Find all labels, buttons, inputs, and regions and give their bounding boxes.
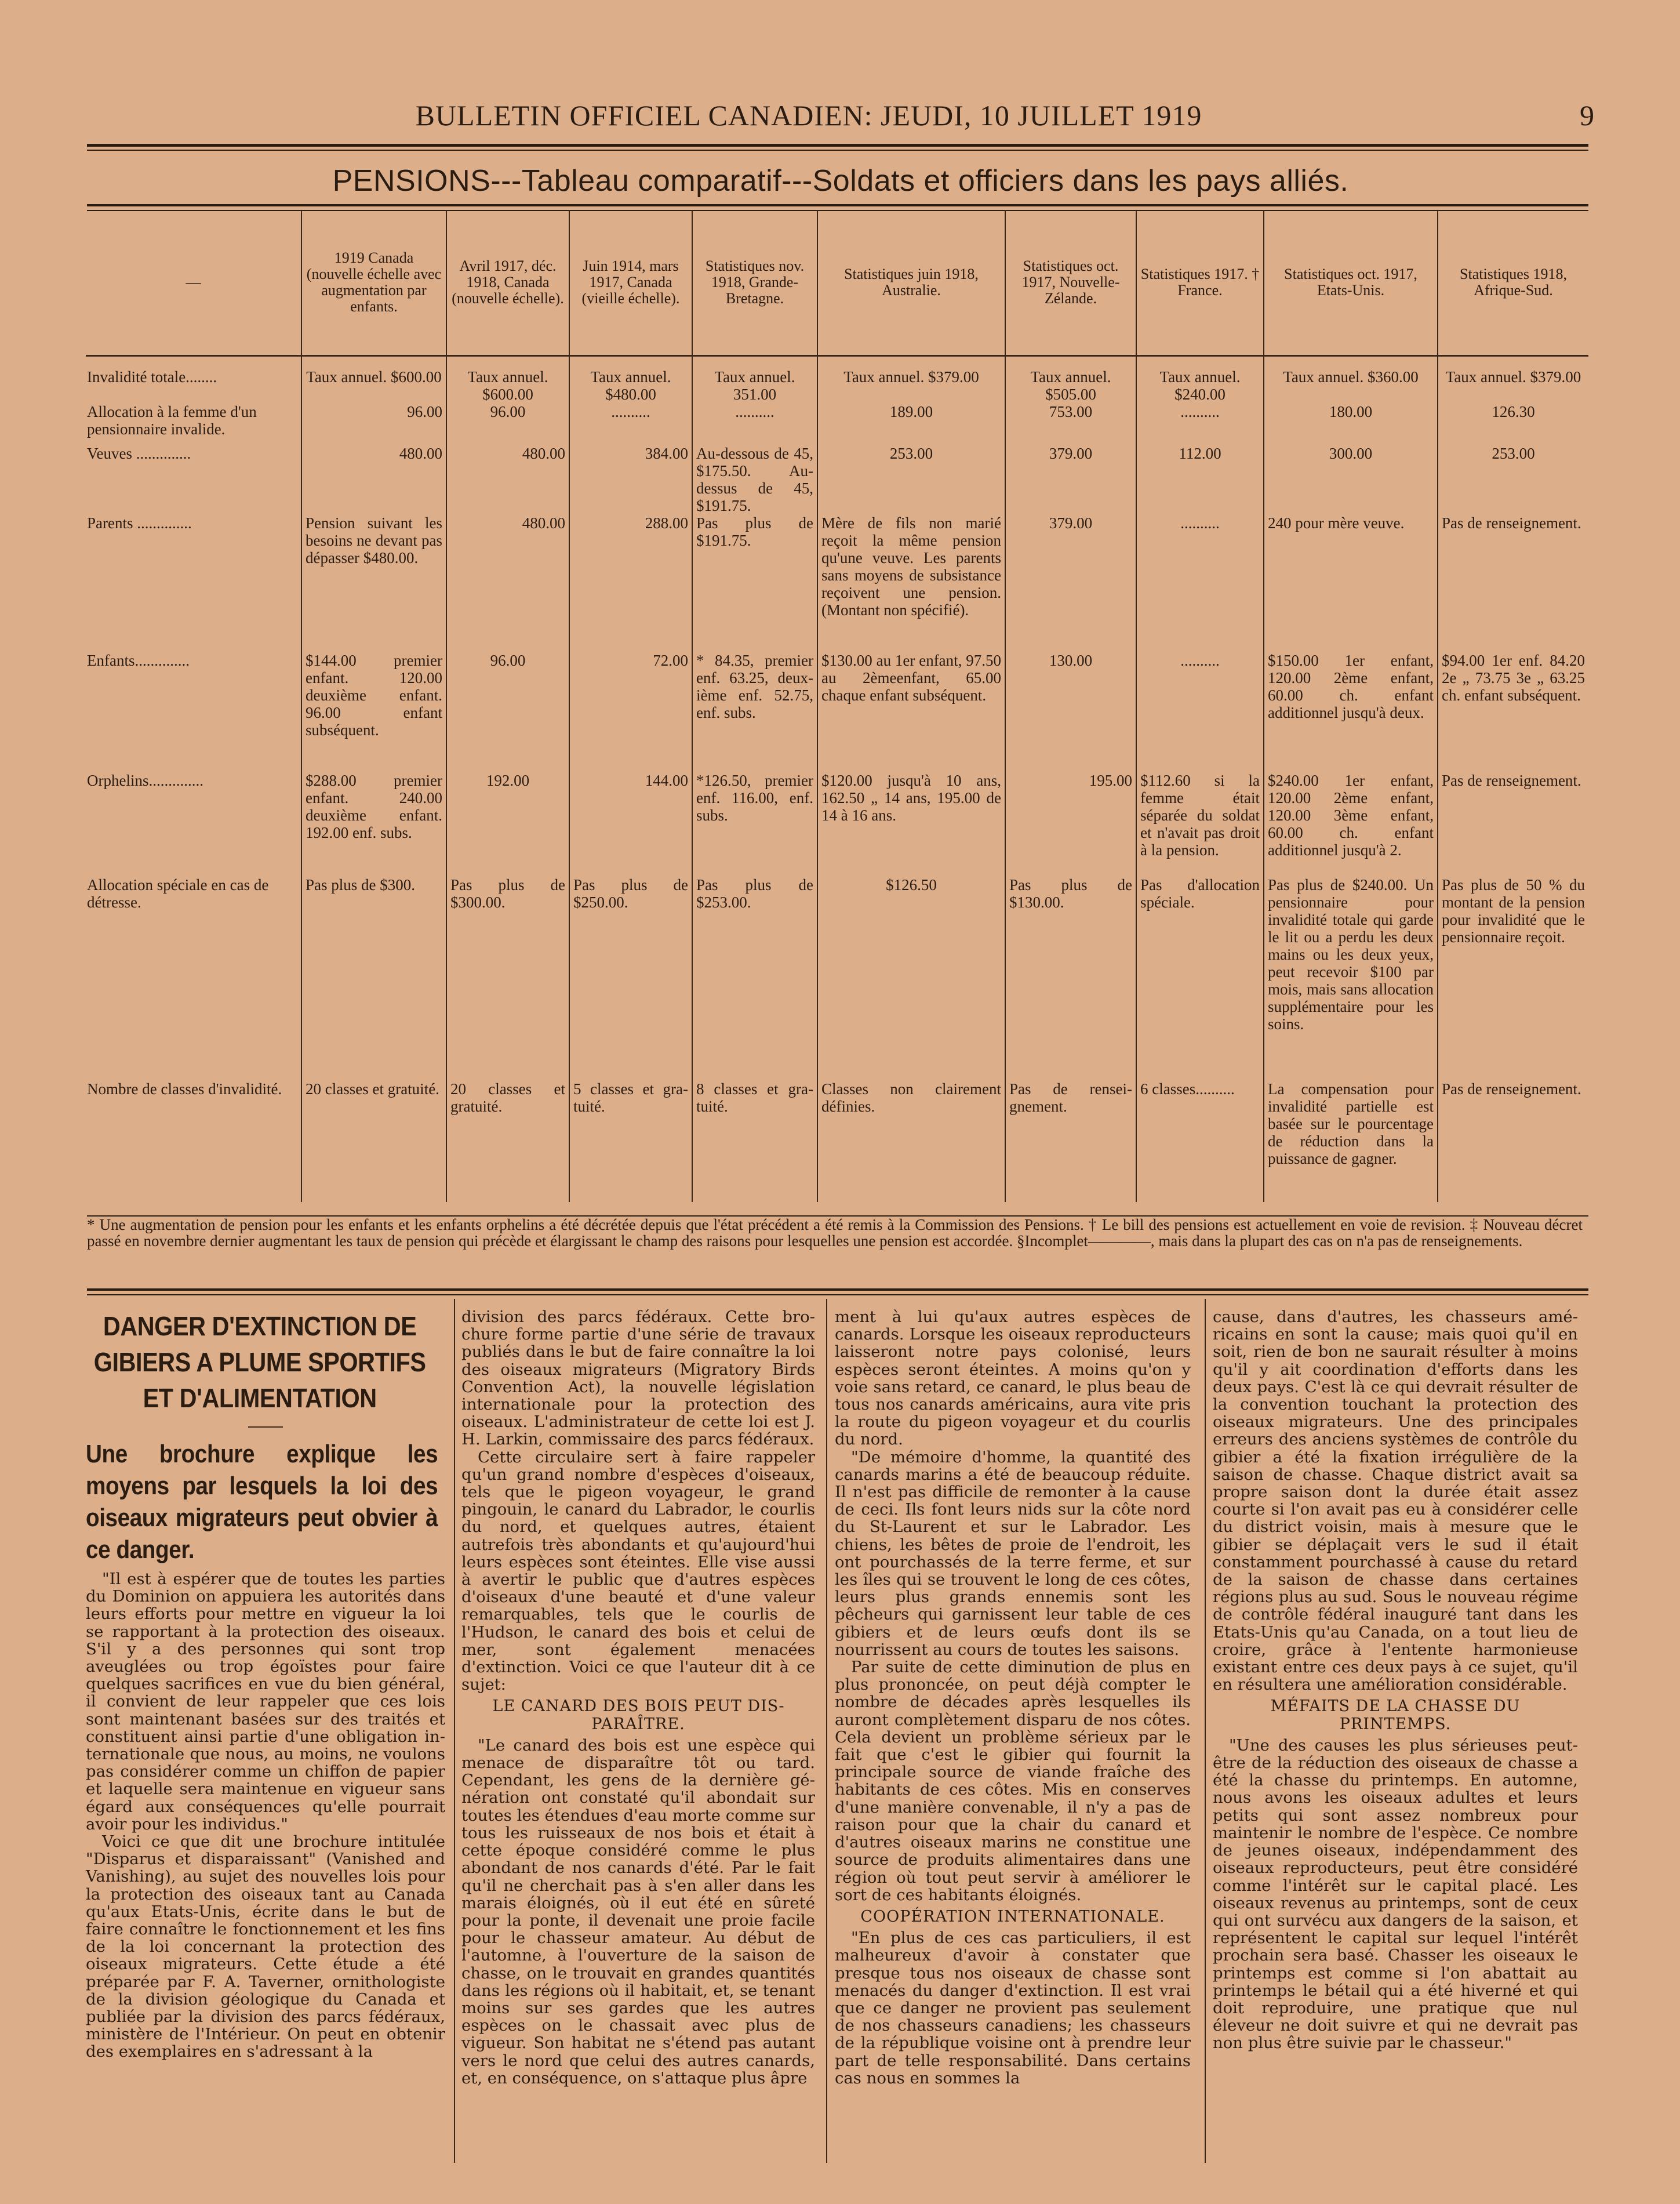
footnote-rule-thick: [87, 1288, 1588, 1291]
article-paragraph: division des parcs fédéraux. Cette brochure forme partie d'une série de travaux publiés dans le but de faire connaître la loi des oiseaux migrateurs (Migratory Birds Convention Act), la nouvelle législation internationale pour la protection des oiseaux. L'administrateur de cette loi est J. H. Larkin, commissaire des parcs fédéraux.: [461, 1308, 815, 1449]
table-cell: Taux annuel. $240.00: [1136, 356, 1264, 404]
table-cell: Mère de fils non marié reçoit la même pension qu'une veuve. Les parents sans moyens de subsistance reçoivent une pension. (Montant non spécifié).: [817, 514, 1005, 652]
table-cell: *126.50, premier enf. 116.00, enf. subs.: [692, 772, 817, 876]
article-column-4: [1213, 1308, 1578, 2052]
table-cell: Taux annuel. $600.00: [446, 356, 569, 404]
table-cell: 253.00: [1438, 445, 1588, 514]
table-cell: Pas plus de $240.00. Un pensionnaire pour invalidité totale qui garde le lit ou a perdu les deux mains ou les deux yeux, peut recevoir $100 par mois, mais sans allocation supplémentaire pour les soins.: [1264, 876, 1438, 1080]
table-title: PENSIONS---Tableau comparatif---Soldats et officiers dans les pays alliés.: [332, 164, 1349, 198]
table-cell: Taux annuel. $480.00: [569, 356, 692, 404]
table-cell: 126.30: [1438, 403, 1588, 445]
header-cell: —: [86, 210, 301, 356]
table-cell: Taux annuel. 351.00: [692, 356, 817, 404]
table-cell: ..........: [1136, 403, 1264, 445]
table-cell: Taux annuel. $379.00: [817, 356, 1005, 404]
table-cell: Pas plus de $253.00.: [692, 876, 817, 1080]
header-cell: Statistiques juin 1918, Australie.: [817, 210, 1005, 356]
table-cell: 379.00: [1005, 514, 1136, 652]
header-rule-thick: [87, 144, 1588, 147]
table-row: [86, 772, 1588, 876]
article-paragraph: "En plus de ces cas particuliers, il est malheureux d'avoir à constater que presque tous nos oiseaux de chasse sont menacés du danger d'extinction. Il est vrai que ce danger ne provient pas seulement de nos chasseurs canadiens; les chasseurs de la république voisine ont à prendre leur part de telle responsabilité. Dans certains cas nous en sommes la: [835, 1929, 1191, 2087]
footnote-rule-thin: [87, 1294, 1588, 1295]
table-cell: $120.00 jusqu'à 10 ans, 162.50 „ 14 ans, 195.00 de 14 à 16 ans.: [817, 772, 1005, 876]
table-cell: Classes non clairement définies.: [817, 1080, 1005, 1202]
table-cell: 480.00: [301, 445, 446, 514]
table-cell: 6 classes..........: [1136, 1080, 1264, 1202]
table-cell: Taux annuel. $360.00: [1264, 356, 1438, 404]
table-cell: 20 classes et gratuité.: [446, 1080, 569, 1202]
running-title: BULLETIN OFFICIEL CANADIEN: JEUDI, 10 JUILLET 1919: [415, 99, 1202, 132]
table-cell: Pas plus de $191.75.: [692, 514, 817, 652]
article-paragraph: "Il est à espérer que de toutes les parties du Dominion on appuiera les autorités dans leurs efforts pour mettre en vigueur la loi se rapportant à la protection des oiseaux. S'il y a des personnes qui sont trop aveuglées ou trop égoïstes pour faire quelques sacrifices en vue du bien général, il convient de leur rappeler que ces lois sont maintenant basées sur des traités et constituent ainsi partie d'une obligation internationale que nous, au moins, ne voulons pas considérer comme un chiffon de papier et laquelle sera maintenue en vigueur sans égard aux conséquences qu'elle pourrait avoir pour les individus.": [86, 1570, 445, 1833]
article-paragraph: Cette circulaire sert à faire rappeler qu'un grand nombre d'espèces d'oiseaux, tels que le pigeon voyageur, le grand pingouin, le canard du Labrador, le courlis du nord, et quelques autres, étaient autrefois très abondants et qu'aujourd'hui leurs espèces sont éteintes. Elle vise aussi à avertir le public que d'autres espèces d'oiseaux d'une beauté et d'une valeur remarquables, tels que le courlis de l'Hudson, le canard des bois et celui de mer, sont également menacées d'extinction. Voici ce que l'auteur dit à ce sujet:: [461, 1447, 815, 1694]
table-cell: Au-dessous de 45, $175.50. Au-dessus de 45, $191.75.: [692, 445, 817, 514]
row-label: Veuves ..............: [87, 445, 191, 462]
table-cell: 288.00: [569, 514, 692, 652]
table-cell: Taux annuel. $379.00: [1438, 356, 1588, 404]
table-cell: 384.00: [569, 445, 692, 514]
table-cell: 300.00: [1264, 445, 1438, 514]
row-label: Allocation à la femme d'un pensionnaire invalide.: [87, 403, 257, 438]
row-label: Invalidité totale........: [87, 368, 217, 386]
article-column-1: [86, 1308, 445, 2061]
article-deck: Une brochure explique les moyens par lesquels la loi des oiseaux migrateurs peut obvier à ce danger.: [86, 1440, 438, 1564]
table-cell: Taux annuel. $505.00: [1005, 356, 1136, 404]
row-label: Allocation spéciale en cas de détresse.: [87, 876, 269, 911]
table-cell: 112.00: [1136, 445, 1264, 514]
table-cell: $288.00 premier enfant. 240.00 deuxième enfant. 192.00 enf. subs.: [301, 772, 446, 876]
table-cell: 144.00: [569, 772, 692, 876]
table-cell: 96.00: [446, 403, 569, 445]
table-cell: Pas de renseignement.: [1438, 772, 1588, 876]
table-cell: ..........: [692, 403, 817, 445]
table-row: [86, 403, 1588, 445]
table-cell: 96.00: [446, 652, 569, 772]
table-cell: 195.00: [1005, 772, 1136, 876]
table-cell: 5 classes et gratuité.: [569, 1080, 692, 1202]
table-cell: Pension suivant les besoins ne devant pas dépasser $480.00.: [301, 514, 446, 652]
table-cell: 180.00: [1264, 403, 1438, 445]
page-header: [87, 99, 1594, 145]
article-column-2: [461, 1308, 815, 2087]
header-cell: Statistiques nov. 1918, Grande-Bretagne.: [692, 210, 817, 356]
table-cell: $240.00 1er enfant, 120.00 2ème enfant, 120.00 3ème enfant, 60.00 ch. enfant additionnel jusqu'à 2.: [1264, 772, 1438, 876]
section-subhead: MÉFAITS DE LA CHASSE DU PRINTEMPS.: [1270, 1697, 1521, 1733]
article-paragraph: "De mémoire d'homme, la quantité des canards marins a été de beaucoup réduite. Il n'est pas difficile de remonter à la cause de ceci. Ils font leurs nids sur la côte nord du St-Laurent et sur le Labrador. Les chiens, les bêtes de proie de l'endroit, les ont pourchassés de la terre ferme, et sur les îles qui se trouvent le long de ces côtes, leurs plus grands ennemis sont les pêcheurs qui garnissent leur table de ces gibiers et de leurs œufs dont ils se nourrissent au cours de toutes les saisons.: [835, 1447, 1191, 1659]
header-cell: Statistiques 1918, Afrique-Sud.: [1438, 210, 1588, 356]
table-row: [86, 356, 1588, 404]
table-cell: ..........: [1136, 652, 1264, 772]
table-cell: $144.00 premier enfant. 120.00 deuxième enfant. 96.00 enfant subséquent.: [301, 652, 446, 772]
article-paragraph: Voici ce que dit une brochure intitulée "Disparus et disparaissant" (Vanished and Vanishing), au sujet des nouvelles lois pour la protection des oiseaux tant au Canada qu'aux Etats-Unis, écrite dans le but de faire connaître le fonctionnement et les fins de la loi concernant la protection des oiseaux migrateurs. Cette étude a été préparée par F. A. Taverner, ornithologiste de la division géologique du Canada et publiée par la division des parcs fédéraux, ministère de l'Intérieur. On peut en obtenir des exemplaires en s'adressant à la: [86, 1832, 445, 2061]
row-label: Nombre de classes d'invalidité.: [87, 1080, 282, 1098]
table-cell: Pas de renseignement.: [1005, 1080, 1136, 1202]
header-cell: 1919 Canada (nouvelle échelle avec augmentation par enfants.: [301, 210, 446, 356]
section-subhead: COOPÉRATION INTERNATIONALE.: [860, 1907, 1165, 1926]
table-cell: Pas de renseignement.: [1438, 514, 1588, 652]
table-cell: 96.00: [301, 403, 446, 445]
table-cell: $130.00 au 1er enfant, 97.50 au 2èmeenfant, 65.00 chaque enfant subséquent.: [817, 652, 1005, 772]
row-label: Enfants..............: [87, 652, 190, 669]
table-cell: $112.60 si la femme était séparée du soldat et n'avait pas droit à la pension.: [1136, 772, 1264, 876]
section-subhead: LE CANARD DES BOIS PEUT DISPARAÎTRE.: [492, 1697, 784, 1733]
table-cell: Pas plus de $130.00.: [1005, 876, 1136, 1080]
header-rule-thin: [87, 150, 1588, 151]
page-number: 9: [1580, 99, 1594, 132]
table-cell: 240 pour mère veuve.: [1264, 514, 1438, 652]
headline-divider: [248, 1426, 283, 1428]
table-row: [86, 514, 1588, 652]
table-row: [86, 1080, 1588, 1202]
table-cell: Pas plus de $300.00.: [446, 876, 569, 1080]
table-cell: $94.00 1er enf. 84.20 2e „ 73.75 3e „ 63.25 ch. enfant subséquent.: [1438, 652, 1588, 772]
pensions-table: [86, 210, 1588, 1202]
table-cell: ..........: [1136, 514, 1264, 652]
article-paragraph: "Le canard des bois est une espèce qui menace de disparaître tôt ou tard. Cependant, les gens de la dernière génération ont constaté qu'il abondait sur toutes les étendues d'eau morte comme sur tous les ruisseaux de nos bois et était à cette époque considéré comme le plus abondant de nos canards d'été. Par le fait qu'il ne cherchait pas à s'en aller dans les marais éloignés, où il eut été en sûreté pour la ponte, il devenait une proie facile pour le chasseur amateur. Au début de l'automne, à l'ouverture de la saison de chasse, on le trouvait en grandes quantités dans les régions où il habitait, et, se tenant moins sur ses gardes que les autres espèces on le chassait avec plus de vigueur. Son habitat ne s'étend pas autant vers le nord que celui des autres canards, et, en conséquence, on s'attaque plus âpre: [461, 1735, 815, 2087]
table-footnotes: * Une augmentation de pension pour les enfants et les enfants orphelins a été décrétée depuis que l'état précédent a été remis à la Commission des Pensions. † Le bill des pensions est actuellement en voie de revision. ‡ Nouveau décret passé en novembre dernier augmentant les taux de pension qui précède et élargissant le champ des raisons pour lesquelles une pension est accordée. §Incomplet————, mais dans la plupart des cas on n'a pas de renseignements.: [87, 1216, 1583, 1250]
header-cell: Juin 1914, mars 1917, Canada (vieille échelle).: [569, 210, 692, 356]
header-cell: Statistiques oct. 1917, Nouvelle-Zélande.: [1005, 210, 1136, 356]
table-cell: La compensation pour invalidité partielle est basée sur le pourcentage de réduction dans la puissance de gagner.: [1264, 1080, 1438, 1202]
header-cell: Statistiques 1917. † France.: [1136, 210, 1264, 356]
table-cell: 72.00: [569, 652, 692, 772]
table-cell: 379.00: [1005, 445, 1136, 514]
table-cell: Pas plus de $250.00.: [569, 876, 692, 1080]
table-row: [86, 876, 1588, 1080]
article-paragraph: ment à lui qu'aux autres espèces de canards. Lorsque les oiseaux reproducteurs laisseront notre pays colonisé, leurs espèces seront éteintes. A moins qu'on y voie sans retard, ce canard, le plus beau de tous nos canards américains, aura vite pris la route du pigeon voyageur et du courlis du nord.: [835, 1308, 1191, 1449]
article-paragraph: "Une des causes les plus sérieuses peut-être de la réduction des oiseaux de chasse a été la chasse du printemps. En automne, nous avons les oiseaux adultes et leurs petits qui sont assez nombreux pour maintenir le nombre de l'espèce. Ce nombre de jeunes oiseaux, indépendamment des oiseaux reproducteurs, peut être considéré comme l'intérêt sur le capital placé. Les oiseaux revenus au printemps, sont de ceux qui ont survécu aux dangers de la saison, et représentent le capital sur lequel l'intérêt prochain sera basé. Chasser les oiseaux le printemps est comme si l'on abattait au printemps le bétail qui a été hiverné et qui doit reproduire, une pratique que nul éleveur ne doit suivre et qui ne devrait pas non plus être suivie par le chasseur.": [1213, 1735, 1578, 2053]
table-cell: $150.00 1er enfant, 120.00 2ème enfant, 60.00 ch. enfant additionnel jusqu'à deux.: [1264, 652, 1438, 772]
table-top-rule-thick: [87, 204, 1588, 206]
row-label: Parents ..............: [87, 514, 192, 532]
table-cell: Pas plus de 50 % du montant de la pension pour invalidité que le pensionnaire reçoit.: [1438, 876, 1588, 1080]
column-divider: [454, 1299, 455, 2163]
article-paragraph: Par suite de cette diminution de plus en plus prononcée, on peut déjà compter le nombre de décades après lesquelles ils auront complètement disparu de nos côtes. Cela devient un problème sérieux par le fait que c'est le gibier qui fournit la principale source de viande fraîche des habitants de ces côtes. Mis en conserves d'une manière convenable, il n'y a pas de raison pour que la chair du canard et d'autres oiseaux marins ne constitue une source de produits alimentaires dans une région où tout peut servir à améliorer le sort de ces habitants éloignés.: [835, 1658, 1191, 1904]
table-cell: 480.00: [446, 514, 569, 652]
table-cell: 8 classes et gratuité.: [692, 1080, 817, 1202]
header-cell: Avril 1917, déc. 1918, Canada (nouvelle échelle).: [446, 210, 569, 356]
column-divider: [826, 1299, 827, 2163]
table-cell: 480.00: [446, 445, 569, 514]
table-cell: 189.00: [817, 403, 1005, 445]
table-cell: Taux annuel. $600.00: [301, 356, 446, 404]
table-cell: 753.00: [1005, 403, 1136, 445]
row-label: Orphelins..............: [87, 772, 203, 789]
table-row: [86, 652, 1588, 772]
table-cell: 20 classes et gratuité.: [301, 1080, 446, 1202]
header-cell: Statistiques oct. 1917, Etats-Unis.: [1264, 210, 1438, 356]
table-cell: Pas plus de $300.: [301, 876, 446, 1080]
table-header-row: [86, 210, 1588, 356]
table-cell: Pas de renseignement.: [1438, 1080, 1588, 1202]
table-cell: 192.00: [446, 772, 569, 876]
table-cell: ..........: [569, 403, 692, 445]
article-column-3: [835, 1308, 1191, 2087]
table-cell: $126.50: [817, 876, 1005, 1080]
table-cell: 130.00: [1005, 652, 1136, 772]
table-cell: 253.00: [817, 445, 1005, 514]
column-divider: [1205, 1299, 1206, 2163]
article-paragraph: cause, dans d'autres, les chasseurs américains en sont la cause; mais quoi qu'il en soit, rien de bon ne saurait résulter à moins qu'il y ait coordination d'efforts dans les deux pays. C'est là ce qui devrait résulter de la convention touchant la protection des oiseaux migrateurs. Une des principales erreurs des anciens systèmes de contrôle du gibier a été la fixation irrégulière de la saison de chasse. Chaque district avait sa propre saison dont la durée était assez courte si l'on avait pas eu à considérer celle du district voisin, mais à mesure que le gibier se déplaçait vers le sud il était constamment pourchassé à cause du retard de la saison de chasse dans certaines régions plus au sud. Sous le nouveau régime de contrôle fédéral inauguré tant dans les Etats-Unis qu'au Canada, on a tout lieu de croire, grâce à l'entente harmonieuse existant entre ces deux pays à ce sujet, qu'il en résultera une amélioration considérable.: [1213, 1308, 1578, 1694]
table-cell: Pas d'allocation spéciale.: [1136, 876, 1264, 1080]
article-headline: DANGER D'EXTINCTION DE GIBIERS A PLUME SPORTIFS ET D'ALIMENTATION: [93, 1311, 426, 1413]
table-row: [86, 445, 1588, 514]
table-cell: * 84.35, premier enf. 63.25, deuxième enf. 52.75, enf. subs.: [692, 652, 817, 772]
